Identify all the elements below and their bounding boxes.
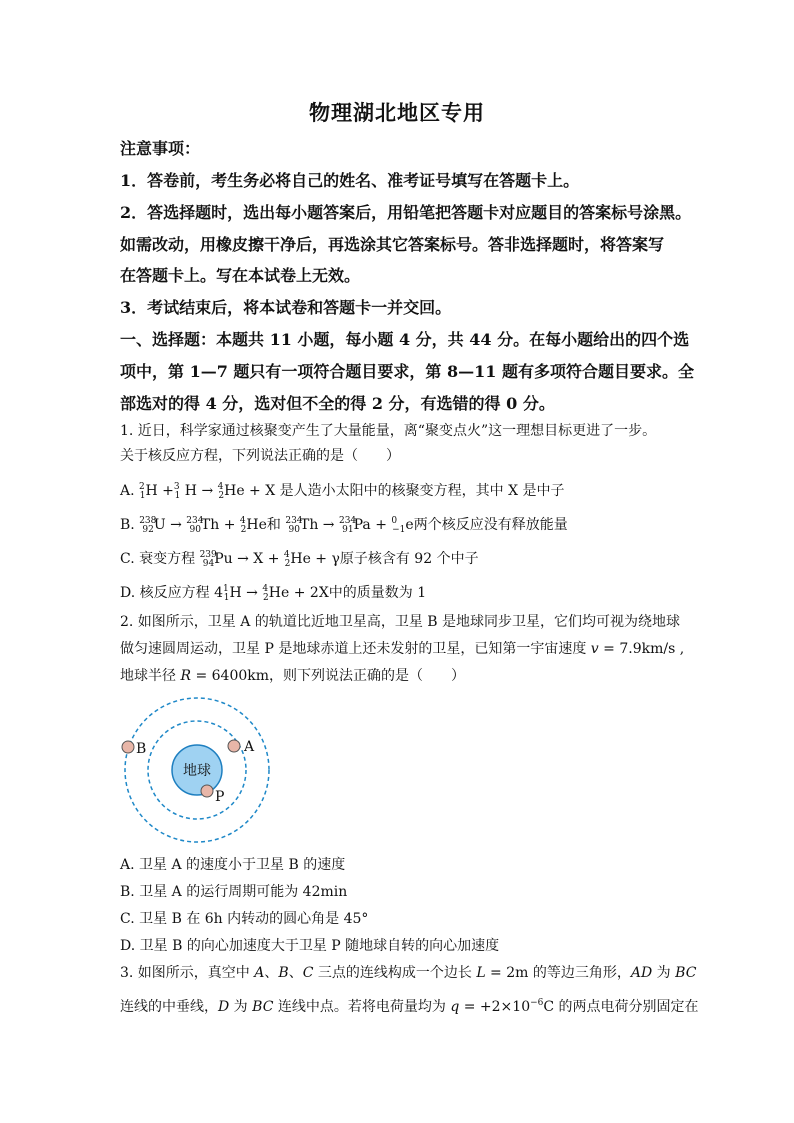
q2-stem-line-2: 做匀速圆周运动，卫星 P 是地球赤道上还未发射的卫星，已知第一宇宙速度 v = 7.9km/s ,: [120, 641, 685, 657]
section-heading-line-1: 一、选择题：本题共 11 小题，每小题 4 分，共 44 分。在每小题给出的四个选: [120, 330, 690, 349]
section-heading-line-3: 部选对的得 4 分，选对但不全的得 2 分，有选错的得 0 分。: [120, 394, 555, 413]
q2-option-c: C. 卫星 B 在 6h 内转动的圆心角是 45°: [120, 911, 369, 927]
q2-stem-line-3: 地球半径 R = 6400km，则下列说法正确的是（ ）: [120, 668, 466, 684]
satellite-b-label: B: [136, 741, 147, 757]
q1-stem-line-1: 1. 近日，科学家通过核聚变产生了大量能量，离“聚变点火”这一理想目标更进了一步。: [120, 423, 657, 439]
q3-stem-line-1: 3. 如图所示，真空中 A、B、C 三点的连线构成一个边长 L = 2m 的等边三角形，AD 为 BC: [120, 965, 697, 981]
q1-option-d: D. 核反应方程 $4^1_1H \to ^4_2He + 2X$中的质量数为 1: [120, 584, 427, 603]
q2-option-d: D. 卫星 B 的向心加速度大于卫星 P 随地球自转的向心加速度: [120, 938, 500, 954]
q1-stem-line-2: 关于核反应方程，下列说法正确的是（ ）: [120, 448, 400, 464]
satellite-p-label: P: [215, 789, 225, 805]
q1-option-a: A. $^2_1$H +$^3_1$ H → $^4_2$He + X 是人造小太阳中的核聚变方程，其中 X 是中子: [120, 482, 565, 501]
orbit-diagram: [112, 693, 282, 853]
q1-option-b: B. $^{238}_{92}$U → $^{234}_{90}$Th + $^4_2$He和 $^{234}_{90}$Th → $^{234}_{91}$Pa + $^0_{-1}$e两个核反应没有释放能量: [120, 516, 568, 535]
notice-item-2-line-1: 2．答选择题时，选出每小题答案后，用铅笔把答题卡对应题目的答案标号涂黑。: [120, 203, 692, 222]
notice-item-2-line-2: 如需改动，用橡皮擦干净后，再选涂其它答案标号。答非选择题时，将答案写: [120, 235, 665, 254]
satellite-p: [201, 785, 213, 797]
satellite-a: [228, 740, 240, 752]
satellite-a-label: A: [244, 739, 255, 755]
section-heading-line-2: 项中，第 1—7 题只有一项符合题目要求，第 8—11 题有多项符合题目要求。全: [120, 362, 694, 381]
earth-label: 地球: [183, 763, 211, 779]
notice-heading: 注意事项：: [120, 139, 201, 158]
q2-option-b: B. 卫星 A 的运行周期可能为 42min: [120, 884, 348, 900]
q2-option-a: A. 卫星 A 的速度小于卫星 B 的速度: [120, 857, 346, 873]
notice-item-2-line-3: 在答题卡上。写在本试卷上无效。: [120, 266, 361, 285]
notice-item-1: 1．答卷前，考生务必将自己的姓名、准考证号填写在答题卡上。: [120, 171, 580, 190]
q2-stem-line-1: 2. 如图所示，卫星 A 的轨道比近地卫星高，卫星 B 是地球同步卫星，它们均可视为绕地球: [120, 614, 681, 630]
satellite-b: [122, 741, 134, 753]
notice-item-3: 3．考试结束后，将本试卷和答题卡一并交回。: [120, 298, 452, 317]
page-title: 物理湖北地区专用: [309, 100, 485, 125]
q3-stem-line-2: 连线的中垂线，D 为 BC 连线中点。若将电荷量均为 $q = +2\times 10^{-6}C$ 的两点电荷分别固定在: [120, 998, 699, 1015]
q1-option-c: C. 衰变方程 $^{239}_{94}$Pu → X + $^4_2$He + γ原子核含有 92 个中子: [120, 550, 479, 569]
